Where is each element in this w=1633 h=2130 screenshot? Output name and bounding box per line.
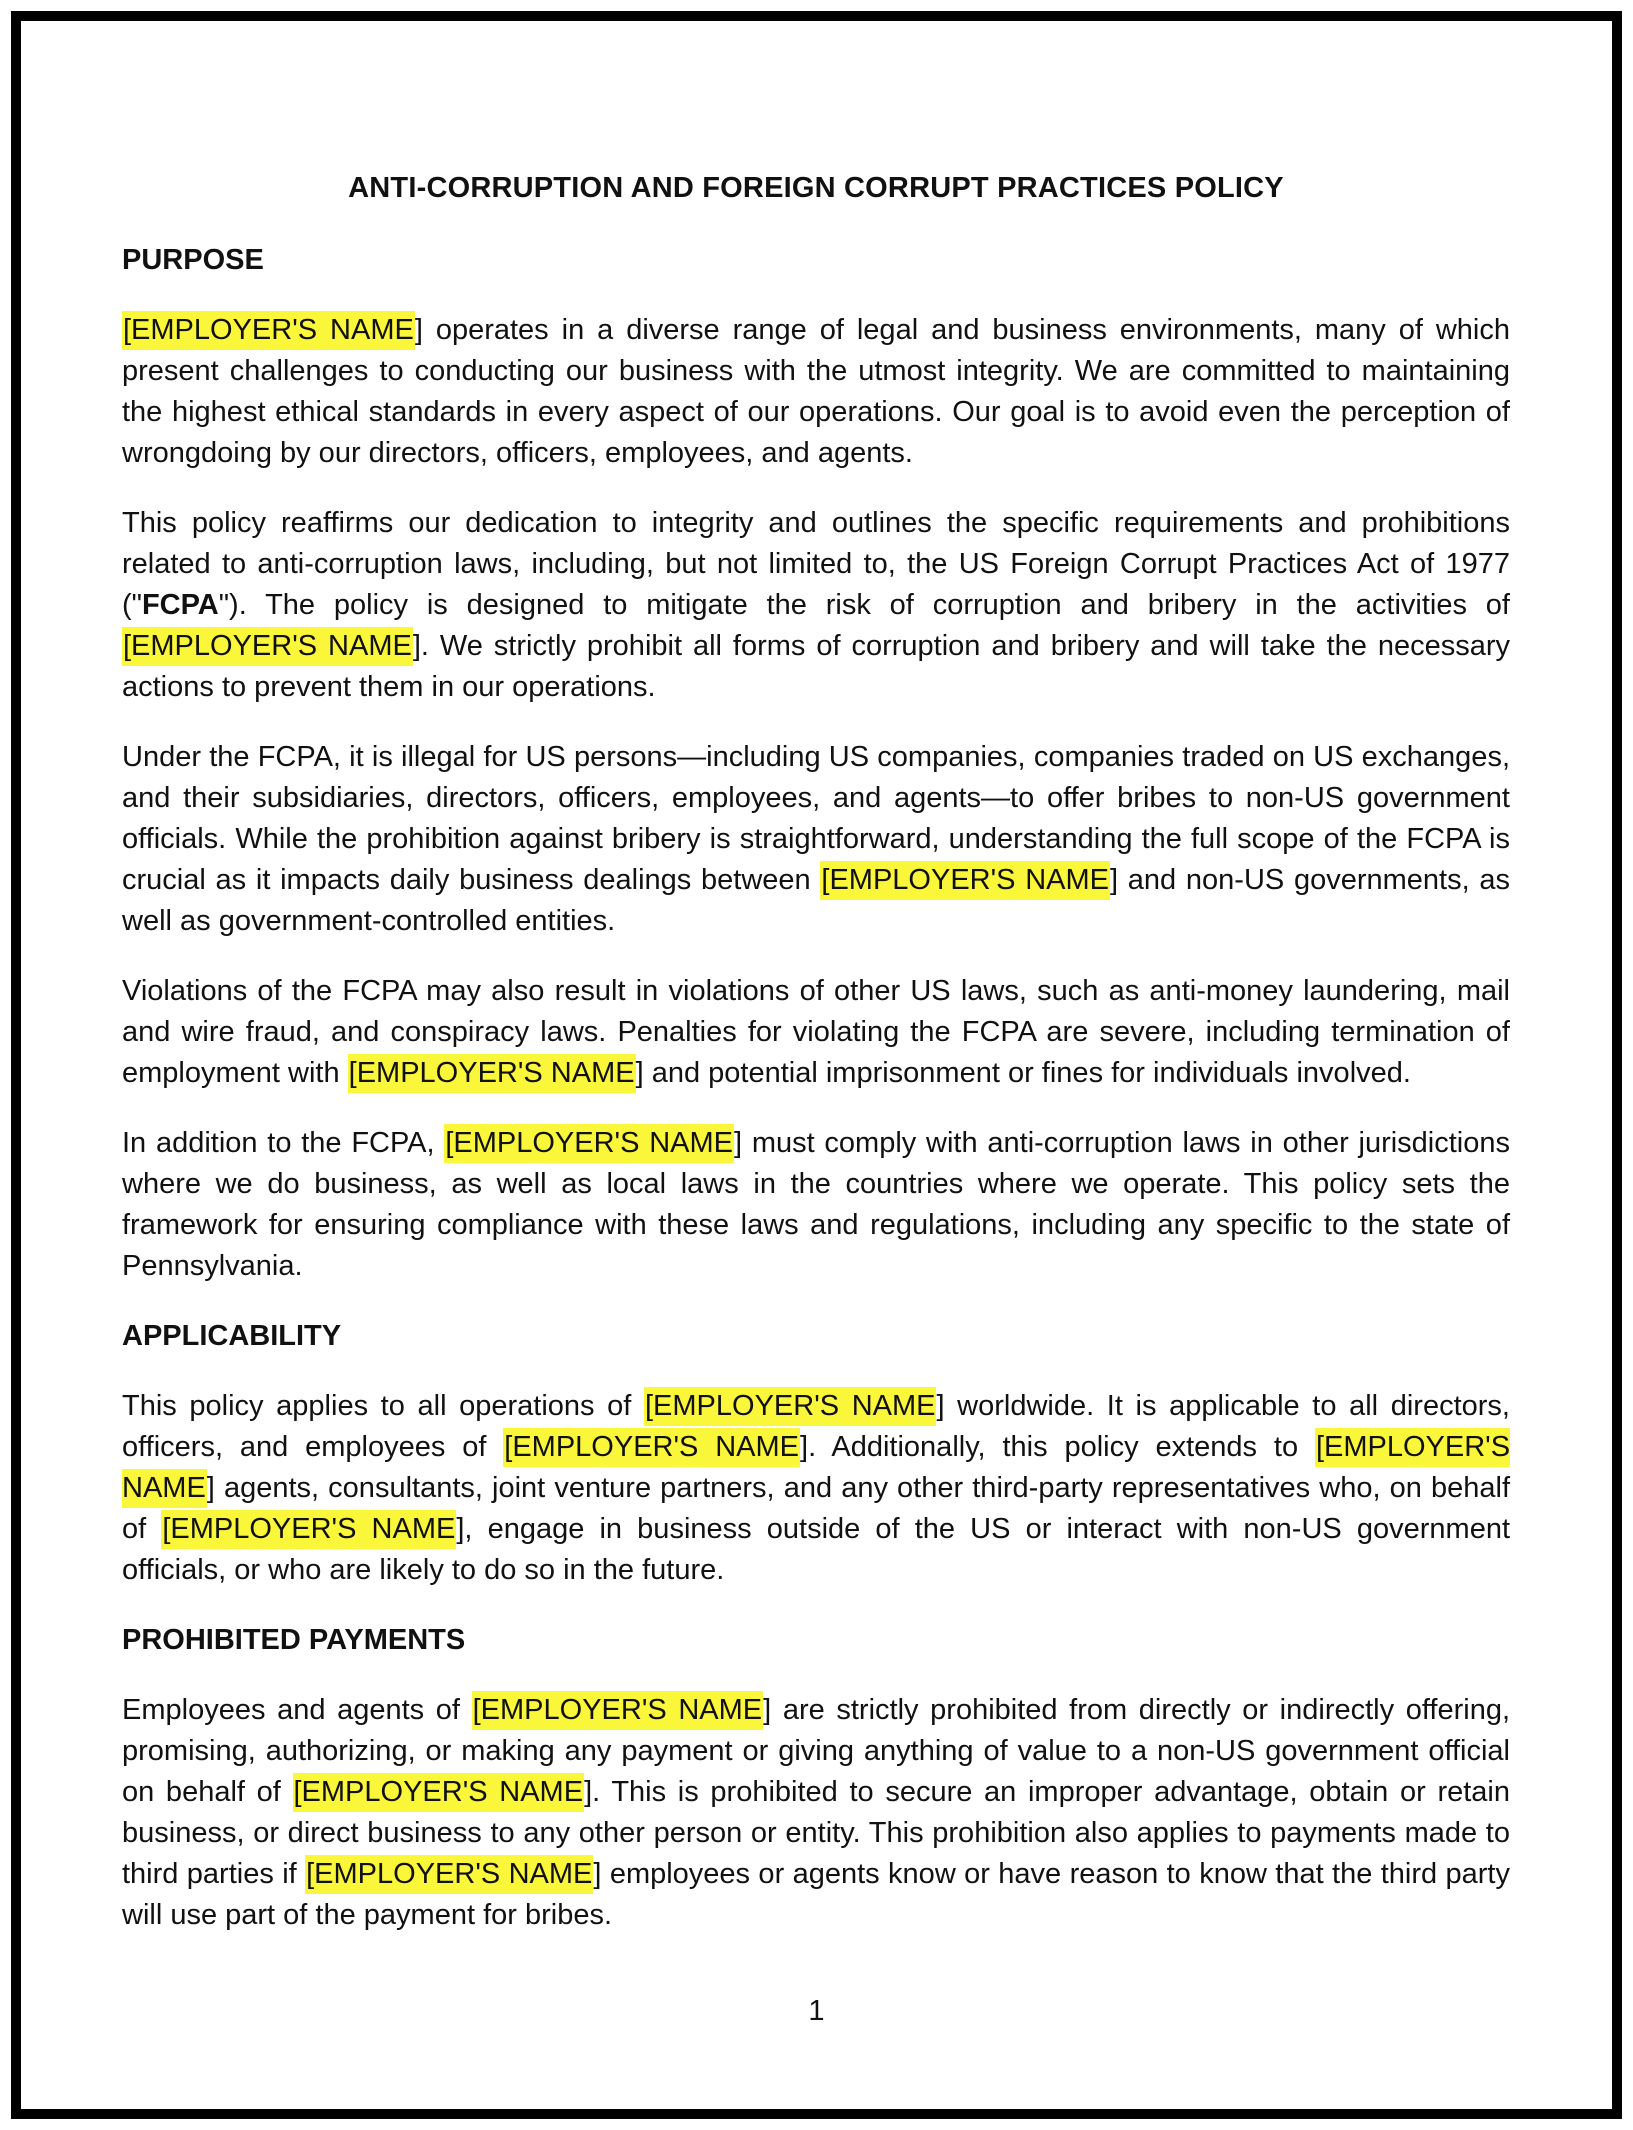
paragraph (122, 503, 1510, 708)
text-run: Under the FCPA, it is illegal for US persons—including US companies, companies traded on US exchanges, and their subsidiaries, directors, officers, employees, and agents—to offer bribes to non-US government officials. While the prohibition against bribery is straightforward, understanding the full scope of the FCPA is crucial as it impacts daily business dealings between (122, 741, 1510, 896)
text-run: This policy applies to all operations of (122, 1390, 644, 1422)
text-run: ]. Additionally, this policy extends to (800, 1431, 1315, 1463)
text-run: Violations of the FCPA may also result in violations of other US laws, such as anti-money laundering, mail and wire fraud, and conspiracy laws. Penalties for violating the FCPA are severe, including termination of employment with (122, 975, 1510, 1089)
employer-name-highlight: [EMPLOYER'S NAME (348, 1054, 636, 1093)
employer-name-highlight: [EMPLOYER'S NAME (472, 1691, 764, 1730)
employer-name-highlight: [EMPLOYER'S NAME (122, 311, 415, 350)
page-number: 1 (808, 1995, 825, 2027)
text-run: ] and non-US governments, as well as government-controlled entities. (122, 864, 1511, 937)
text-run: In addition to the FCPA, (122, 1127, 445, 1159)
employer-name-highlight: [EMPLOYER'S NAME (122, 627, 413, 666)
paragraph (122, 310, 1510, 474)
text-run: ] are strictly prohibited from directly or indirectly offering, promising, authorizing, or making any payment or giving anything of value to a non-US government official on behalf of (122, 1694, 1511, 1808)
section-heading: PURPOSE (122, 244, 264, 276)
section-heading: PROHIBITED PAYMENTS (122, 1624, 466, 1656)
employer-name-highlight: [EMPLOYER'S NAME (122, 1428, 1510, 1508)
paragraph (122, 1386, 1510, 1591)
paragraph (122, 1690, 1510, 1936)
text-run: ]. We strictly prohibit all forms of corruption and bribery and will take the necessary actions to prevent them in our operations. (122, 630, 1510, 703)
employer-name-highlight: [EMPLOYER'S NAME (644, 1387, 937, 1426)
paragraph (122, 971, 1510, 1094)
text-run: ]. This is prohibited to secure an improper advantage, obtain or retain business, or direct business to any other person or entity. This prohibition also applies to payments made to third parties if (122, 1776, 1510, 1890)
employer-name-highlight: [EMPLOYER'S NAME (293, 1773, 585, 1812)
section-heading: APPLICABILITY (122, 1320, 342, 1352)
paragraph (122, 737, 1510, 942)
text-run: This policy reaffirms our dedication to integrity and outlines the specific requirements and prohibitions related to anti-corruption laws, including, but not limited to, the US Foreign Corrupt Practices Act of 1977 (" (122, 507, 1510, 621)
employer-name-highlight: [EMPLOYER'S NAME (161, 1510, 456, 1549)
text-run: ] agents, consultants, joint venture partners, and any other third-party representatives who, on behalf of (122, 1472, 1510, 1545)
text-run: Employees and agents of (122, 1694, 472, 1726)
document-body (122, 240, 1510, 1936)
text-run: ] employees or agents know or have reason to know that the third party will use part of the payment for bribes. (122, 1858, 1510, 1931)
text-run: ] must comply with anti-corruption laws in other jurisdictions where we do business, as well as local laws in the countries where we operate. This policy sets the framework for ensuring compliance with these laws and regulations, including any specific to the state of Pennsylvania. (122, 1127, 1511, 1282)
employer-name-highlight: [EMPLOYER'S NAME (444, 1124, 734, 1163)
text-run: ] worldwide. It is applicable to all directors, officers, and employees of (122, 1390, 1510, 1463)
document-title: ANTI-CORRUPTION AND FOREIGN CORRUPT PRACTICES POLICY (348, 172, 1284, 204)
page-content (122, 168, 1510, 1965)
text-run: ] and potential imprisonment or fines for individuals involved. (635, 1057, 1411, 1089)
text-run: ] operates in a diverse range of legal and business environments, many of which present challenges to conducting our business with the utmost integrity. We are committed to maintaining the highest ethical standards in every aspect of our operations. Our goal is to avoid even the perception of wrongdoing by our directors, officers, employees, and agents. (122, 314, 1510, 469)
text-run: ], engage in business outside of the US or interact with non-US government officials, or who are likely to do so in the future. (122, 1513, 1511, 1586)
bold-text: FCPA (141, 589, 219, 621)
employer-name-highlight: [EMPLOYER'S NAME (820, 861, 1110, 900)
employer-name-highlight: [EMPLOYER'S NAME (305, 1855, 593, 1894)
text-run: "). The policy is designed to mitigate the risk of corruption and bribery in the activities of (218, 589, 1510, 621)
paragraph (122, 1123, 1510, 1287)
employer-name-highlight: [EMPLOYER'S NAME (503, 1428, 800, 1467)
